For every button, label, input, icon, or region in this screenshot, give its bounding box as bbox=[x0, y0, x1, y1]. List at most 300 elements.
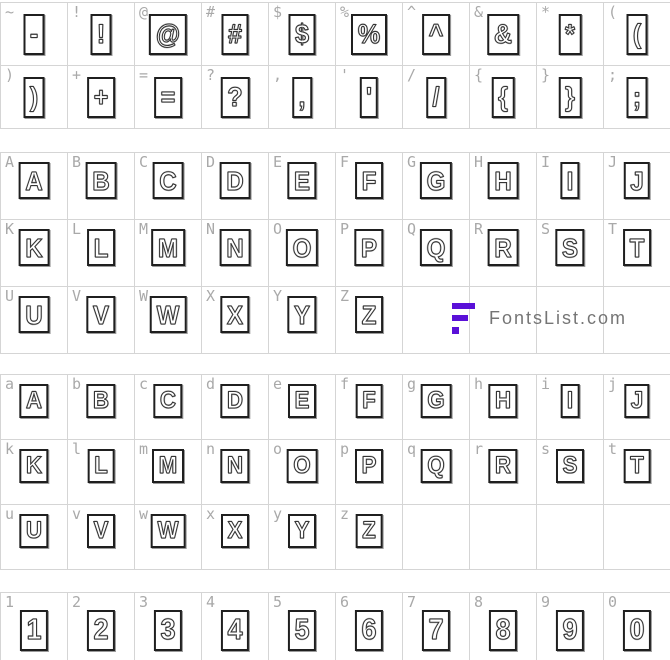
glyph-character: ^ bbox=[428, 19, 444, 49]
glyph-character: , bbox=[298, 82, 306, 112]
glyph-cell-label: 0 bbox=[608, 593, 618, 611]
glyph-cell-label: K bbox=[5, 220, 15, 238]
glyph-cell-i bbox=[537, 375, 604, 440]
glyph-box bbox=[220, 384, 249, 418]
glyph-box bbox=[221, 514, 249, 548]
glyph-character: N bbox=[226, 232, 244, 263]
glyph-box bbox=[355, 296, 383, 333]
glyph-cell-label: $ bbox=[273, 3, 283, 21]
glyph-character: = bbox=[160, 82, 176, 112]
glyph-group-symbols bbox=[0, 2, 670, 129]
fontslist-logo bbox=[452, 303, 627, 334]
glyph-cell-! bbox=[68, 3, 135, 66]
glyph-box bbox=[422, 610, 450, 651]
glyph-character: C bbox=[159, 165, 177, 196]
logo-bar-top bbox=[452, 303, 475, 309]
glyph-cell-empty bbox=[470, 505, 537, 570]
glyph-cell-G bbox=[403, 153, 470, 220]
glyph-cell-label: w bbox=[139, 505, 149, 523]
glyph-character: X bbox=[227, 299, 243, 330]
glyph-character: Z bbox=[362, 517, 376, 544]
glyph-cell-/ bbox=[403, 66, 470, 129]
glyph-box bbox=[488, 162, 519, 199]
glyph-cell-label: , bbox=[273, 66, 283, 84]
glyph-box bbox=[221, 77, 250, 118]
glyph-cell-label: C bbox=[139, 153, 149, 171]
glyph-box bbox=[624, 449, 651, 483]
glyph-cell-^ bbox=[403, 3, 470, 66]
glyph-character: J bbox=[630, 165, 644, 196]
glyph-cell-& bbox=[470, 3, 537, 66]
glyph-cell-W bbox=[135, 287, 202, 354]
glyph-character: P bbox=[361, 452, 377, 479]
glyph-cell-label: S bbox=[541, 220, 551, 238]
glyph-cell-{ bbox=[470, 66, 537, 129]
glyph-character: Z bbox=[361, 299, 377, 330]
glyph-cell-label: G bbox=[407, 153, 417, 171]
glyph-cell-~ bbox=[1, 3, 68, 66]
glyph-box bbox=[356, 514, 383, 548]
glyph-character: R bbox=[494, 232, 512, 263]
glyph-cell-label: { bbox=[474, 66, 484, 84]
glyph-character: F bbox=[362, 387, 376, 414]
glyph-cell-label: * bbox=[541, 3, 551, 21]
glyph-cell-* bbox=[537, 3, 604, 66]
glyph-box bbox=[354, 229, 383, 266]
glyph-cell-g bbox=[403, 375, 470, 440]
glyph-box bbox=[351, 14, 387, 55]
glyph-cell-j bbox=[604, 375, 670, 440]
glyph-character: / bbox=[432, 82, 440, 112]
glyph-cell-e bbox=[269, 375, 336, 440]
glyph-box bbox=[420, 229, 452, 266]
glyph-cell-L bbox=[68, 220, 135, 287]
glyph-cell-label: ? bbox=[206, 66, 216, 84]
glyph-cell-label: n bbox=[206, 440, 216, 458]
glyph-cell-label: ' bbox=[340, 66, 350, 84]
glyph-box bbox=[559, 77, 582, 118]
glyph-character: # bbox=[228, 19, 242, 49]
glyph-cell-label: g bbox=[407, 375, 417, 393]
glyph-cell-label: D bbox=[206, 153, 216, 171]
glyph-character: Q bbox=[427, 452, 445, 479]
glyph-character: X bbox=[227, 517, 243, 544]
glyph-cell-c bbox=[135, 375, 202, 440]
glyph-cell-label: j bbox=[608, 375, 618, 393]
glyph-box bbox=[355, 449, 383, 483]
glyph-cell-1 bbox=[1, 593, 68, 660]
glyph-box bbox=[422, 14, 450, 55]
glyph-box bbox=[86, 162, 117, 199]
glyph-cell-label: & bbox=[474, 3, 484, 21]
glyph-character: V bbox=[93, 299, 109, 330]
glyph-box bbox=[287, 162, 316, 199]
glyph-character: Y bbox=[294, 517, 310, 544]
glyph-box bbox=[19, 162, 50, 199]
glyph-character: T bbox=[630, 452, 644, 479]
glyph-character: D bbox=[226, 165, 244, 196]
glyph-cell-d bbox=[202, 375, 269, 440]
glyph-cell-label: Z bbox=[340, 287, 350, 305]
glyph-character: K bbox=[25, 232, 43, 263]
glyph-box bbox=[87, 514, 115, 548]
glyph-cell-label: s bbox=[541, 440, 551, 458]
glyph-cell-label: ~ bbox=[5, 3, 15, 21]
glyph-character: F bbox=[361, 165, 377, 196]
glyph-cell-U bbox=[1, 287, 68, 354]
glyph-box bbox=[623, 610, 651, 651]
glyph-character: 0 bbox=[629, 614, 645, 646]
glyph-cell-label: % bbox=[340, 3, 350, 21]
logo-bar-dot bbox=[452, 327, 459, 334]
glyph-box bbox=[627, 14, 648, 55]
glyph-box bbox=[287, 449, 318, 483]
glyph-cell-I bbox=[537, 153, 604, 220]
glyph-box bbox=[220, 296, 249, 333]
glyph-cell-label: a bbox=[5, 375, 15, 393]
glyph-cell-label: 9 bbox=[541, 593, 551, 611]
glyph-cell-label: o bbox=[273, 440, 283, 458]
glyph-character: 7 bbox=[428, 614, 444, 646]
glyph-cell-9 bbox=[537, 593, 604, 660]
glyph-character: M bbox=[158, 452, 178, 479]
glyph-cell-label: d bbox=[206, 375, 216, 393]
glyph-character: I bbox=[566, 165, 574, 196]
glyph-character: $ bbox=[295, 19, 309, 49]
glyph-character: T bbox=[629, 232, 645, 263]
glyph-box bbox=[150, 296, 187, 333]
glyph-cell-label: p bbox=[340, 440, 350, 458]
glyph-box bbox=[286, 229, 318, 266]
glyph-character: N bbox=[227, 452, 243, 479]
glyph-character: 2 bbox=[93, 614, 109, 646]
glyph-cell-n bbox=[202, 440, 269, 505]
glyph-cell-@ bbox=[135, 3, 202, 66]
glyph-cell-label: / bbox=[407, 66, 417, 84]
glyph-box bbox=[356, 384, 383, 418]
glyph-cell-p bbox=[336, 440, 403, 505]
glyph-cell-y bbox=[269, 505, 336, 570]
glyph-group-digits bbox=[0, 592, 670, 660]
glyph-box bbox=[24, 14, 45, 55]
glyph-group-lowercase bbox=[0, 374, 670, 570]
glyph-box bbox=[492, 77, 515, 118]
logo-bar-middle bbox=[452, 315, 468, 321]
glyph-box bbox=[288, 610, 316, 651]
glyph-cell-label: Y bbox=[273, 287, 283, 305]
glyph-cell-label: # bbox=[206, 3, 216, 21]
glyph-box bbox=[421, 384, 452, 418]
glyph-box bbox=[86, 384, 115, 418]
glyph-cell-} bbox=[537, 66, 604, 129]
glyph-cell-) bbox=[1, 66, 68, 129]
glyph-cell-label: v bbox=[72, 505, 82, 523]
glyph-cell-( bbox=[604, 3, 670, 66]
glyph-cell-label: 4 bbox=[206, 593, 216, 611]
glyph-character: B bbox=[93, 387, 109, 414]
glyph-character: 5 bbox=[294, 614, 310, 646]
glyph-character: K bbox=[26, 452, 42, 479]
glyph-box bbox=[288, 514, 316, 548]
glyph-box bbox=[86, 296, 115, 333]
glyph-character: 9 bbox=[562, 614, 578, 646]
glyph-character: % bbox=[357, 19, 381, 49]
glyph-cell-H bbox=[470, 153, 537, 220]
glyph-character: 3 bbox=[160, 614, 176, 646]
glyph-cell-label: f bbox=[340, 375, 350, 393]
glyph-character: - bbox=[29, 19, 39, 49]
glyph-cell-label: L bbox=[72, 220, 82, 238]
glyph-box bbox=[149, 14, 187, 55]
glyph-cell-, bbox=[269, 66, 336, 129]
glyph-character: ( bbox=[632, 19, 642, 49]
glyph-box bbox=[221, 14, 248, 55]
glyph-cell-label: ! bbox=[72, 3, 82, 21]
glyph-cell-label: k bbox=[5, 440, 15, 458]
glyph-cell-% bbox=[336, 3, 403, 66]
glyph-cell-label: l bbox=[72, 440, 82, 458]
glyph-cell-o bbox=[269, 440, 336, 505]
glyph-character: M bbox=[158, 232, 178, 263]
glyph-character: V bbox=[93, 517, 109, 544]
glyph-character: P bbox=[361, 232, 377, 263]
glyph-box bbox=[556, 610, 584, 651]
glyph-cell-N bbox=[202, 220, 269, 287]
glyph-box bbox=[360, 77, 378, 118]
glyph-cell-O bbox=[269, 220, 336, 287]
glyph-cell-label: m bbox=[139, 440, 149, 458]
glyph-cell-label: u bbox=[5, 505, 15, 523]
glyph-cell-label: A bbox=[5, 153, 15, 171]
glyph-cell-label: q bbox=[407, 440, 417, 458]
glyph-box bbox=[487, 14, 519, 55]
glyph-character: * bbox=[565, 19, 575, 49]
glyph-character: A bbox=[25, 165, 43, 196]
glyph-character: @ bbox=[155, 19, 181, 49]
glyph-character: ? bbox=[227, 82, 243, 112]
glyph-cell-= bbox=[135, 66, 202, 129]
glyph-box bbox=[151, 229, 185, 266]
glyph-box bbox=[488, 449, 517, 483]
glyph-character: 4 bbox=[227, 614, 243, 646]
glyph-cell-4 bbox=[202, 593, 269, 660]
glyph-character: H bbox=[494, 165, 512, 196]
glyph-character: { bbox=[498, 82, 508, 112]
glyph-character: Y bbox=[294, 299, 310, 330]
glyph-box bbox=[19, 296, 50, 333]
glyph-character: D bbox=[227, 387, 243, 414]
glyph-character: E bbox=[294, 165, 310, 196]
glyph-box bbox=[24, 77, 45, 118]
glyph-cell-label: ) bbox=[5, 66, 15, 84]
glyph-character: + bbox=[93, 82, 109, 112]
glyph-box bbox=[19, 514, 48, 548]
glyph-cell-label: @ bbox=[139, 3, 149, 21]
glyph-box bbox=[559, 14, 582, 55]
glyph-box bbox=[624, 162, 650, 199]
glyph-cell-R bbox=[470, 220, 537, 287]
glyph-cell-label: 2 bbox=[72, 593, 82, 611]
glyph-cell-T bbox=[604, 220, 670, 287]
glyph-cell-label: F bbox=[340, 153, 350, 171]
glyph-cell-label: e bbox=[273, 375, 283, 393]
glyph-cell-z bbox=[336, 505, 403, 570]
glyph-cell-f bbox=[336, 375, 403, 440]
glyph-cell-J bbox=[604, 153, 670, 220]
glyph-cell-t bbox=[604, 440, 670, 505]
glyph-character: U bbox=[25, 299, 43, 330]
glyph-character: S bbox=[562, 232, 578, 263]
glyph-cell-2 bbox=[68, 593, 135, 660]
glyph-cell-? bbox=[202, 66, 269, 129]
glyph-box bbox=[421, 449, 452, 483]
logo-text: FontsList.com bbox=[489, 308, 628, 328]
glyph-character: E bbox=[294, 387, 310, 414]
glyph-cell-label: T bbox=[608, 220, 618, 238]
glyph-cell-label: B bbox=[72, 153, 82, 171]
glyph-cell-A bbox=[1, 153, 68, 220]
glyph-cell-label: J bbox=[608, 153, 618, 171]
glyph-box bbox=[489, 610, 517, 651]
glyph-cell-B bbox=[68, 153, 135, 220]
glyph-box bbox=[151, 514, 186, 548]
glyph-box bbox=[292, 77, 312, 118]
glyph-cell-v bbox=[68, 505, 135, 570]
glyph-cell-Q bbox=[403, 220, 470, 287]
glyph-box bbox=[288, 384, 316, 418]
glyph-character: O bbox=[292, 232, 312, 263]
glyph-cell-P bbox=[336, 220, 403, 287]
glyph-box bbox=[87, 77, 115, 118]
glyph-cell-empty bbox=[537, 505, 604, 570]
glyph-cell-r bbox=[470, 440, 537, 505]
glyph-box bbox=[152, 449, 184, 483]
glyph-cell-label: V bbox=[72, 287, 82, 305]
glyph-cell-label: } bbox=[541, 66, 551, 84]
glyph-cell-7 bbox=[403, 593, 470, 660]
glyph-box bbox=[288, 14, 315, 55]
glyph-cell-q bbox=[403, 440, 470, 505]
glyph-cell-0 bbox=[604, 593, 670, 660]
glyph-box bbox=[153, 162, 184, 199]
glyph-box bbox=[624, 384, 649, 418]
glyph-cell-label: M bbox=[139, 220, 149, 238]
glyph-box bbox=[555, 229, 584, 266]
glyph-box bbox=[19, 449, 48, 483]
glyph-cell-8 bbox=[470, 593, 537, 660]
glyph-character: L bbox=[93, 232, 109, 263]
glyph-cell-label: y bbox=[273, 505, 283, 523]
glyph-character: G bbox=[426, 165, 446, 196]
glyph-cell-k bbox=[1, 440, 68, 505]
glyph-character: Q bbox=[426, 232, 446, 263]
glyph-character: I bbox=[566, 387, 574, 414]
glyph-cell-F bbox=[336, 153, 403, 220]
glyph-box bbox=[488, 229, 519, 266]
glyph-box bbox=[623, 229, 651, 266]
glyph-cell-K bbox=[1, 220, 68, 287]
glyph-cell-E bbox=[269, 153, 336, 220]
glyph-box bbox=[87, 229, 115, 266]
glyph-box bbox=[154, 77, 182, 118]
glyph-character: R bbox=[495, 452, 511, 479]
glyph-cell-label: N bbox=[206, 220, 216, 238]
glyph-character: ! bbox=[96, 19, 106, 49]
glyph-character: ; bbox=[632, 82, 642, 112]
glyph-cell-empty bbox=[403, 505, 470, 570]
glyph-box bbox=[88, 449, 115, 483]
glyph-cell-M bbox=[135, 220, 202, 287]
glyph-cell-label: O bbox=[273, 220, 283, 238]
glyph-cell-# bbox=[202, 3, 269, 66]
glyph-cell-; bbox=[604, 66, 670, 129]
glyph-character: W bbox=[156, 299, 180, 330]
glyph-cell-6 bbox=[336, 593, 403, 660]
glyph-box bbox=[556, 449, 584, 483]
glyph-cell-V bbox=[68, 287, 135, 354]
glyph-box bbox=[87, 610, 115, 651]
glyph-cell-w bbox=[135, 505, 202, 570]
glyph-box bbox=[287, 296, 316, 333]
glyph-cell-l bbox=[68, 440, 135, 505]
glyph-cell-label: 3 bbox=[139, 593, 149, 611]
glyph-character: U bbox=[26, 517, 42, 544]
glyph-cell-Y bbox=[269, 287, 336, 354]
glyph-box bbox=[154, 610, 182, 651]
glyph-cell-label: h bbox=[474, 375, 484, 393]
glyph-character: G bbox=[427, 387, 445, 414]
glyph-cell-Z bbox=[336, 287, 403, 354]
glyph-box bbox=[561, 384, 580, 418]
glyph-character: & bbox=[494, 19, 512, 49]
glyph-character: J bbox=[630, 387, 644, 414]
glyph-cell-label: t bbox=[608, 440, 618, 458]
glyph-cell-3 bbox=[135, 593, 202, 660]
glyph-cell-h bbox=[470, 375, 537, 440]
glyph-cell-label: 7 bbox=[407, 593, 417, 611]
fontslist-f-icon bbox=[452, 303, 475, 334]
glyph-box bbox=[426, 77, 446, 118]
glyph-character: C bbox=[160, 387, 176, 414]
glyph-character: B bbox=[92, 165, 110, 196]
glyph-box bbox=[220, 229, 251, 266]
glyph-box bbox=[220, 449, 249, 483]
glyph-cell-label: x bbox=[206, 505, 216, 523]
glyph-character: L bbox=[94, 452, 108, 479]
glyph-box bbox=[627, 77, 648, 118]
glyph-cell-label: R bbox=[474, 220, 484, 238]
glyph-cell-s bbox=[537, 440, 604, 505]
glyph-cell-label: = bbox=[139, 66, 149, 84]
glyph-cell-a bbox=[1, 375, 68, 440]
glyph-character: S bbox=[562, 452, 578, 479]
glyph-character: W bbox=[157, 517, 179, 544]
glyph-cell-empty bbox=[604, 505, 670, 570]
glyph-cell-label: X bbox=[206, 287, 216, 305]
glyph-cell-label: b bbox=[72, 375, 82, 393]
glyph-cell-label: Q bbox=[407, 220, 417, 238]
glyph-character: 8 bbox=[495, 614, 511, 646]
glyph-character: } bbox=[565, 82, 575, 112]
glyph-character: A bbox=[26, 387, 42, 414]
glyph-cell-m bbox=[135, 440, 202, 505]
glyph-box bbox=[19, 229, 50, 266]
glyph-character: 1 bbox=[26, 614, 42, 646]
glyph-cell-label: i bbox=[541, 375, 551, 393]
glyph-cell-label: W bbox=[139, 287, 149, 305]
glyph-box bbox=[220, 162, 251, 199]
glyph-box bbox=[355, 162, 383, 199]
